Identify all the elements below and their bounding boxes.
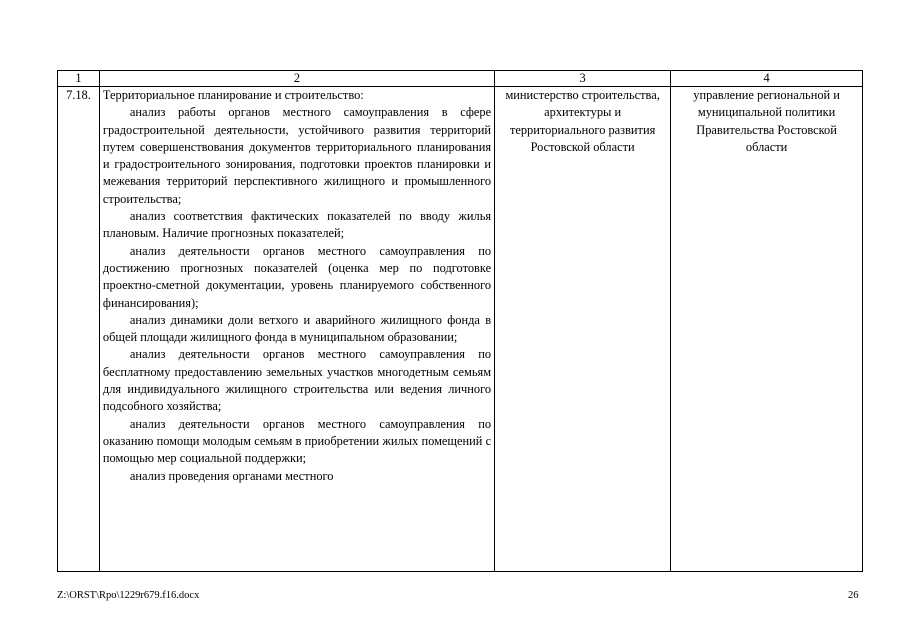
- content-cell: [99, 87, 494, 572]
- page-number: 26: [848, 590, 859, 601]
- plan-table: [57, 70, 863, 572]
- row-number: 7.18.: [58, 87, 100, 572]
- header-cell-2: 2: [99, 71, 494, 87]
- section-title: Территориальное планирование и строительство:: [102, 88, 364, 102]
- coordinator-cell: управление региональной и муниципальной политики Правительства Ростовской области: [671, 87, 863, 572]
- list-item: анализ деятельности органов местного самоуправления по бесплатному предоставлению земельных участков многодетным семьям для индивидуального жилищного строительства или ведения личного подсобного хозяйства;: [102, 347, 492, 414]
- table-header-row: [58, 71, 863, 87]
- header-cell-3: 3: [495, 71, 671, 87]
- list-item: анализ проведения органами местного: [129, 468, 334, 483]
- file-path: Z:\ORST\Rpo\1229r679.f16.docx: [57, 590, 200, 601]
- responsible-cell: министерство строительства, архитектуры и территориального развития Ростовской области: [495, 87, 671, 572]
- list-item: анализ деятельности органов местного самоуправления по достижению прогнозных показателей (оценка мер по подготовке проектно-сметной документации, уровень планируемого собственного финансирования);: [102, 243, 492, 310]
- list-item: анализ работы органов местного самоуправления в сфере градостроительной деятельности, устойчивого развития территорий путем совершенствования документов территориального планирования и градостроительного зонирования, подготовки проектов планировки и межевания территорий перспективного жилищного и промышленного строительства;: [102, 105, 492, 206]
- header-cell-4: 4: [671, 71, 863, 87]
- list-item: анализ деятельности органов местного самоуправления по оказанию помощи молодым семьям в приобретении жилых помещений с помощью мер социальной поддержки;: [102, 416, 492, 466]
- list-item: анализ динамики доли ветхого и аварийного жилищного фонда в общей площади жилищного фонда в муниципальном образовании;: [102, 312, 492, 345]
- list-item: анализ соответствия фактических показателей по вводу жилья плановым. Наличие прогнозных показателей;: [102, 209, 492, 241]
- header-cell-1: 1: [58, 71, 100, 87]
- table-row: [58, 87, 863, 572]
